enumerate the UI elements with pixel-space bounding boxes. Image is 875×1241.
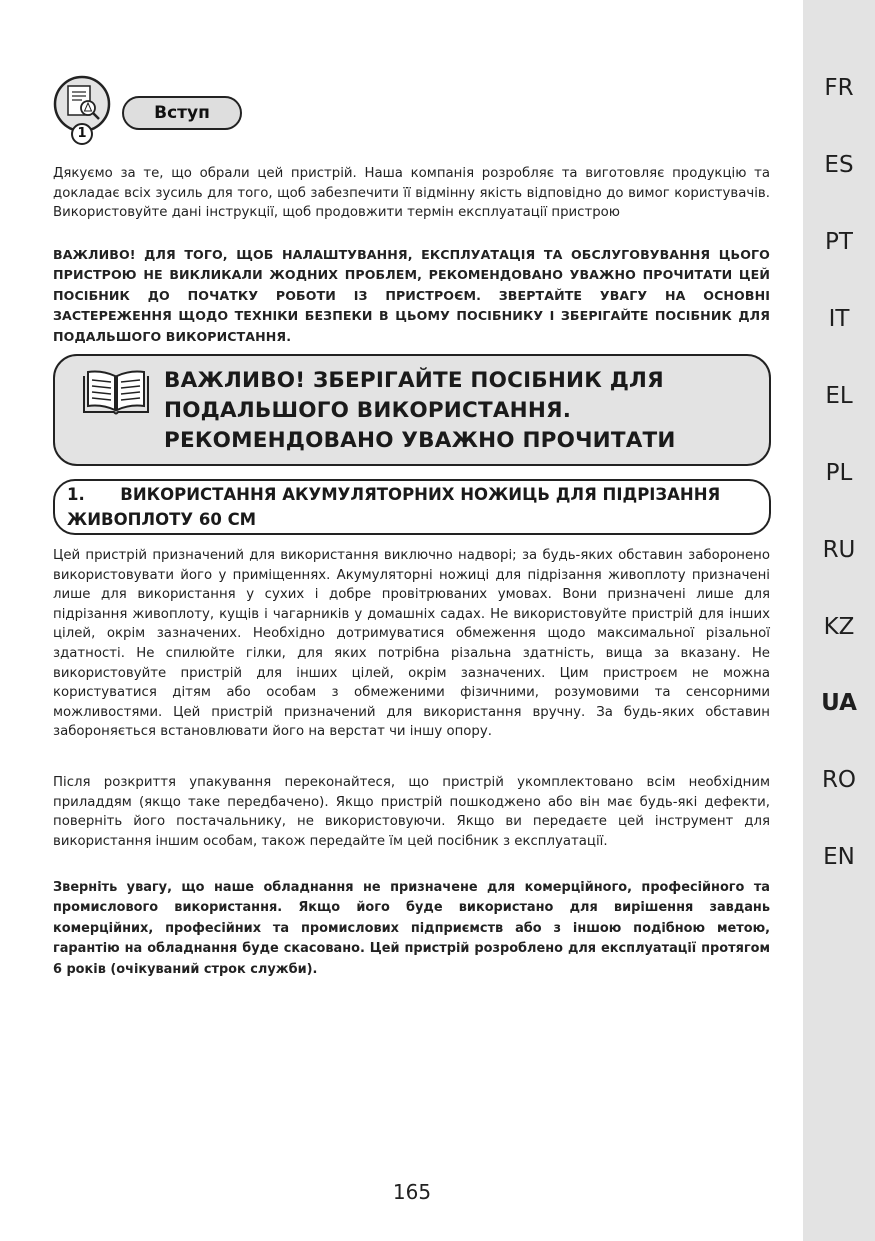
important-line-2: ПОДАЛЬШОГО ВИКОРИСТАННЯ.	[164, 398, 572, 423]
lang-kz[interactable]: KZ	[823, 614, 855, 640]
important-warning-paragraph: ВАЖЛИВО! ДЛЯ ТОГО, ЩОБ НАЛАШТУВАННЯ, ЕКСПЛУАТАЦІЯ ТА ОБСЛУГОВУВАННЯ ЦЬОГО ПРИСТРОЮ НЕ ВИКЛИКАЛИ ЖОДНИХ ПРОБЛЕМ, РЕКОМЕНДОВАНО УВАЖНО ПРОЧИТАТИ ЦЕЙ ПОСІБНИК ДО ПОЧАТКУ РОБОТИ ІЗ ПРИСТРОЄМ. ЗВЕРТАЙТЕ УВАГУ НА ОСНОВНІ ЗАСТЕРЕЖЕННЯ ЩОДО ТЕХНІКИ БЕЗПЕКИ В ЦЬОМУ ПОСІБНИКУ І ЗБЕРІГАЙТЕ ПОСІБНИК ДЛЯ ПОДАЛЬШОГО ВИКОРИСТАННЯ.	[53, 247, 770, 344]
lang-it[interactable]: IT	[828, 306, 850, 332]
lang-fr[interactable]: FR	[824, 75, 854, 101]
section-title-line-1: ВИКОРИСТАННЯ АКУМУЛЯТОРНИХ НОЖИЦЬ ДЛЯ ПІДРІЗАННЯ	[120, 485, 721, 504]
section-title-line-2: ЖИВОПЛОТУ 60 СМ	[67, 510, 257, 529]
unpacking-paragraph: Після розкриття упакування переконайтеся, що пристрій укомплектовано всім необхідним приладдям (якщо таке передбачено). Якщо пристрій пошкоджено або він має будь-які дефекти, поверніть його постачальнику, не використовуючи. Якщо ви передаєте цей інструмент для використання іншим особам, також передайте їм цей посібник з експлуатації.	[53, 775, 770, 849]
lang-ro[interactable]: RO	[821, 767, 857, 793]
section-heading	[67, 482, 757, 532]
usage-paragraph: Цей пристрій призначений для використання виключно надворі; за будь-яких обставин заборонено використовувати його у приміщеннях. Акумуляторні ножиці для підрізання живоплоту призначені лише для використання у сухих і добре провітрюваних умовах. Вони призначені лише для підрізання живоплоту, кущів і чагарників у домашніх садах. Не використовуйте пристрій для інших цілей, окрім зазначених. Необхідно дотримуватися обмеження щодо максимальної різальної здатності. Не спилюйте гілки, для яких потрібна різальна здатність, вища за вказану. Не використовуйте пристрій для інших цілей, окрім зазначених. Цим пристроєм не можна користуватися дітям або особам з обмеженими фізичними, розумовими та сенсорними можливостями. Цей пристрій призначений для використання вручну. За будь-яких обставин забороняється встановлювати його на верстат чи іншу опору.	[53, 548, 770, 740]
lang-el[interactable]: EL	[825, 383, 853, 409]
open-book-icon	[80, 368, 152, 418]
commercial-use-note: Зверніть увагу, що наше обладнання не призначене для комерційного, професійного та промислового використання. Якщо його буде використано для вирішення завдань комерційних, професійних та промислових підприємств або з іншою подібною метою, гарантію на обладнання буде скасовано. Цей пристрій розроблено для експлуатації протягом 6 років (очікуваний строк служби).	[53, 880, 770, 977]
lang-ru[interactable]: RU	[822, 537, 856, 563]
lang-ua-active[interactable]: UA	[821, 690, 857, 716]
important-line-3: РЕКОМЕНДОВАНО УВАЖНО ПРОЧИТАТИ	[164, 428, 676, 453]
section-number: 1.	[67, 485, 85, 504]
important-line-1: ВАЖЛИВО! ЗБЕРІГАЙТЕ ПОСІБНИК ДЛЯ	[164, 368, 664, 393]
lang-pl[interactable]: PL	[825, 460, 853, 486]
page-number: 165	[392, 1180, 432, 1204]
lang-pt[interactable]: PT	[825, 229, 853, 255]
intro-number-badge: 1	[77, 126, 87, 141]
language-sidebar	[803, 0, 875, 1241]
lang-es[interactable]: ES	[824, 152, 854, 178]
intro-paragraph: Дякуємо за те, що обрали цей пристрій. Наша компанія розробляє та виготовляє продукцію та докладає всіх зусиль для того, щоб забезпечити її відмінну якість відповідно до вимог користувачів. Використовуйте дані інструкції, щоб продовжити термін експлуатації пристрою	[53, 166, 770, 221]
important-notice-text	[164, 366, 754, 456]
intro-section-label: Вступ	[122, 96, 242, 130]
lang-en[interactable]: EN	[823, 844, 855, 870]
